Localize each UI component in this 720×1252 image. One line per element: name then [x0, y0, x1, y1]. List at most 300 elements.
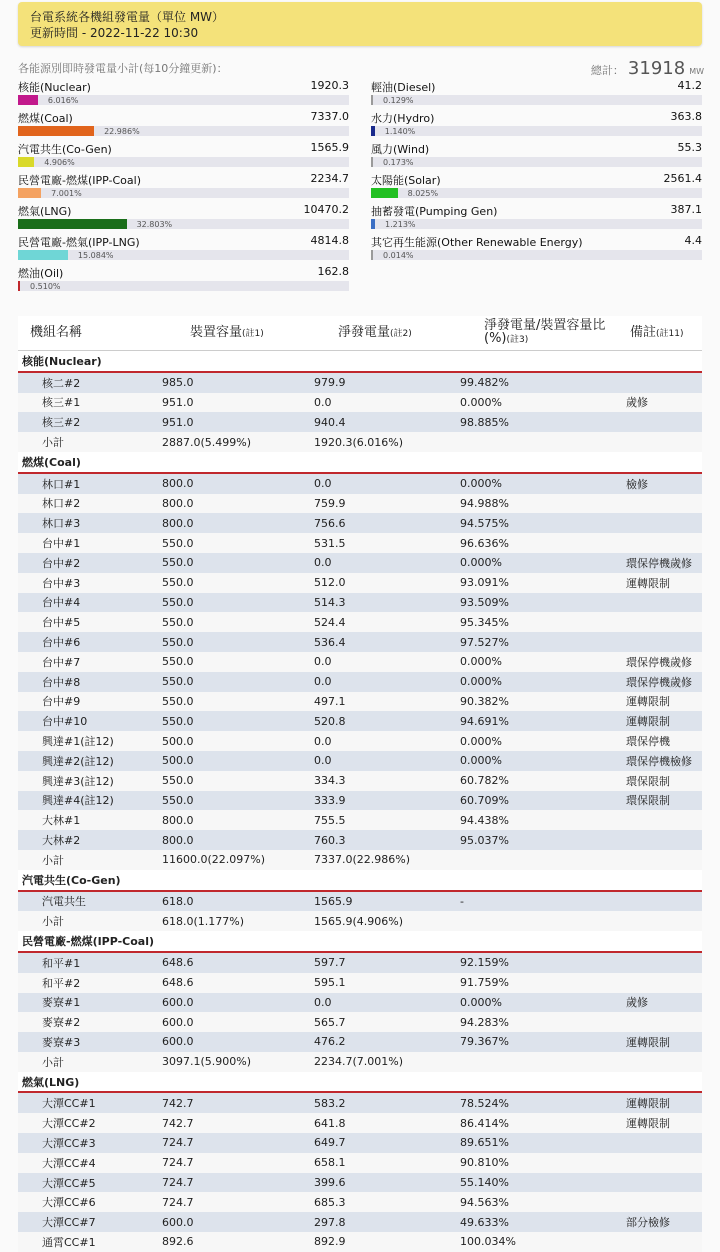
section-header-row — [18, 870, 702, 891]
remark-cell — [626, 1153, 702, 1173]
ratio-cell: 94.438% — [460, 810, 626, 830]
capacity-cell: 951.0 — [162, 412, 314, 432]
ratio-cell: 97.527% — [460, 632, 626, 652]
capacity-cell: 648.6 — [162, 952, 314, 973]
source-item — [18, 79, 349, 110]
net-output-cell: 759.9 — [314, 494, 460, 514]
remark-cell: 環保停機檢修 — [626, 751, 702, 771]
remark-cell — [626, 612, 702, 632]
remark-cell: 部分檢修 — [626, 1212, 702, 1232]
unit-name-cell: 興達#2(註12) — [18, 751, 162, 771]
remark-cell: 環保停機歲修 — [626, 672, 702, 692]
unit-name-cell: 大潭CC#7 — [18, 1212, 162, 1232]
net-output-cell: 0.0 — [314, 993, 460, 1013]
remark-cell: 環保停機 — [626, 731, 702, 751]
table-row — [18, 412, 702, 432]
capacity-cell: 800.0 — [162, 473, 314, 494]
remark-cell — [626, 1052, 702, 1072]
source-name: 燃油(Oil) — [18, 267, 64, 280]
net-output-cell: 2234.7(7.001%) — [314, 1052, 460, 1072]
ratio-cell: 99.482% — [460, 372, 626, 393]
table-row — [18, 652, 702, 672]
source-bar-track — [371, 250, 702, 260]
capacity-cell: 800.0 — [162, 513, 314, 533]
table-row — [18, 1133, 702, 1153]
table-row — [18, 993, 702, 1013]
unit-name-cell: 麥寮#3 — [18, 1032, 162, 1052]
unit-name-cell: 興達#4(註12) — [18, 791, 162, 811]
remark-cell: 檢修 — [626, 473, 702, 494]
net-output-cell: 524.4 — [314, 612, 460, 632]
source-percent: 0.129% — [383, 96, 414, 105]
section-title: 核能(Nuclear) — [18, 351, 702, 372]
section-header-row — [18, 1072, 702, 1093]
source-percent: 7.001% — [51, 189, 82, 198]
source-item — [371, 110, 702, 141]
section-header-row — [18, 931, 702, 952]
unit-name-cell: 小計 — [18, 432, 162, 452]
remark-cell — [626, 1232, 702, 1252]
ratio-cell: 94.988% — [460, 494, 626, 514]
ratio-cell: 90.810% — [460, 1153, 626, 1173]
capacity-cell: 724.7 — [162, 1192, 314, 1212]
source-name: 其它再生能源(Other Renewable Energy) — [371, 236, 583, 249]
net-output-cell: 512.0 — [314, 573, 460, 593]
ratio-cell: 95.037% — [460, 830, 626, 850]
table-row — [18, 672, 702, 692]
remark-cell — [626, 412, 702, 432]
capacity-cell: 800.0 — [162, 830, 314, 850]
capacity-cell: 724.7 — [162, 1133, 314, 1153]
unit-name-cell: 大潭CC#4 — [18, 1153, 162, 1173]
section-title: 燃煤(Coal) — [18, 452, 702, 473]
ratio-cell: 92.159% — [460, 952, 626, 973]
unit-name-cell: 大潭CC#3 — [18, 1133, 162, 1153]
capacity-cell: 951.0 — [162, 393, 314, 413]
table-row — [18, 1012, 702, 1032]
source-bar-fill — [18, 250, 68, 260]
remark-cell: 環保停機歲修 — [626, 553, 702, 573]
unit-name-cell: 大林#2 — [18, 830, 162, 850]
remark-cell — [626, 632, 702, 652]
source-item — [18, 141, 349, 172]
capacity-cell: 618.0(1.177%) — [162, 911, 314, 931]
update-time: 更新時間 - 2022-11-22 10:30 — [30, 26, 199, 40]
table-row — [18, 1173, 702, 1193]
net-output-cell: 760.3 — [314, 830, 460, 850]
source-bar-fill — [18, 188, 41, 198]
capacity-cell: 500.0 — [162, 751, 314, 771]
capacity-cell: 550.0 — [162, 573, 314, 593]
section-header-row — [18, 452, 702, 473]
table-row — [18, 791, 702, 811]
net-output-cell: 7337.0(22.986%) — [314, 850, 460, 870]
col-header-ratio: 淨發電量/裝置容量比(%)(註3) — [460, 316, 626, 351]
unit-name-cell: 台中#5 — [18, 612, 162, 632]
remark-cell: 歲修 — [626, 993, 702, 1013]
unit-name-cell: 汽電共生 — [18, 891, 162, 912]
source-bar-track — [371, 126, 702, 136]
ratio-cell — [460, 911, 626, 931]
source-name: 太陽能(Solar) — [371, 174, 441, 187]
remark-cell — [626, 911, 702, 931]
table-row — [18, 494, 702, 514]
unit-name-cell: 核三#2 — [18, 412, 162, 432]
table-header-row — [18, 316, 702, 351]
capacity-cell: 550.0 — [162, 711, 314, 731]
page-title: 台電系統各機組發電量（單位 MW） — [30, 10, 225, 24]
ratio-cell: 49.633% — [460, 1212, 626, 1232]
capacity-cell: 724.7 — [162, 1173, 314, 1193]
table-row — [18, 1153, 702, 1173]
table-row — [18, 952, 702, 973]
net-output-cell: 1565.9(4.906%) — [314, 911, 460, 931]
unit-name-cell: 台中#3 — [18, 573, 162, 593]
source-bar-fill — [18, 281, 20, 291]
source-bar-track — [18, 250, 349, 260]
net-output-cell: 658.1 — [314, 1153, 460, 1173]
source-name: 風力(Wind) — [371, 143, 430, 156]
net-output-cell: 565.7 — [314, 1012, 460, 1032]
unit-name-cell: 台中#10 — [18, 711, 162, 731]
ratio-cell — [460, 432, 626, 452]
section-title: 燃氣(LNG) — [18, 1072, 702, 1093]
source-percent: 4.906% — [44, 158, 75, 167]
table-row — [18, 810, 702, 830]
source-name: 民營電廠-燃煤(IPP-Coal) — [18, 174, 141, 187]
ratio-cell: 94.691% — [460, 711, 626, 731]
unit-table — [18, 316, 702, 1252]
net-output-cell: 595.1 — [314, 973, 460, 993]
source-name: 汽電共生(Co-Gen) — [18, 143, 112, 156]
ratio-cell: 94.563% — [460, 1192, 626, 1212]
source-item — [18, 265, 349, 296]
unit-name-cell: 通霄CC#1 — [18, 1232, 162, 1252]
total-display — [591, 58, 704, 79]
page-header — [18, 2, 702, 46]
net-output-cell: 685.3 — [314, 1192, 460, 1212]
source-name: 核能(Nuclear) — [18, 81, 91, 94]
ratio-cell: 60.709% — [460, 791, 626, 811]
ratio-cell: 0.000% — [460, 993, 626, 1013]
net-output-cell: 0.0 — [314, 751, 460, 771]
col-header-net: 淨發電量(註2) — [314, 316, 460, 351]
table-row — [18, 1092, 702, 1113]
source-value: 10470.2 — [303, 203, 349, 216]
subtotal-row — [18, 1052, 702, 1072]
capacity-cell: 600.0 — [162, 1032, 314, 1052]
section-header-row — [18, 351, 702, 372]
remark-cell: 運轉限制 — [626, 711, 702, 731]
capacity-cell: 550.0 — [162, 672, 314, 692]
col-header-remark: 備註(註11) — [626, 316, 702, 351]
table-row — [18, 711, 702, 731]
ratio-cell — [460, 850, 626, 870]
net-output-cell: 0.0 — [314, 731, 460, 751]
net-output-cell: 755.5 — [314, 810, 460, 830]
source-bar-fill — [18, 157, 34, 167]
unit-name-cell: 台中#9 — [18, 692, 162, 712]
source-name: 民營電廠-燃氣(IPP-LNG) — [18, 236, 140, 249]
ratio-cell: 0.000% — [460, 751, 626, 771]
capacity-cell: 550.0 — [162, 533, 314, 553]
remark-cell — [626, 830, 702, 850]
capacity-cell: 550.0 — [162, 632, 314, 652]
table-row — [18, 473, 702, 494]
ratio-cell: 100.034% — [460, 1232, 626, 1252]
remark-cell: 運轉限制 — [626, 1092, 702, 1113]
net-output-cell: 892.9 — [314, 1232, 460, 1252]
source-percent: 8.025% — [407, 189, 439, 198]
source-percent: 1.140% — [384, 127, 416, 136]
source-value: 2234.7 — [310, 172, 349, 185]
table-row — [18, 612, 702, 632]
source-item — [371, 203, 702, 234]
col-header-capacity: 裝置容量(註1) — [162, 316, 314, 351]
source-bar-track — [18, 219, 349, 229]
ratio-cell: 0.000% — [460, 393, 626, 413]
source-item — [18, 110, 349, 141]
capacity-cell: 618.0 — [162, 891, 314, 912]
remark-cell: 環保停機歲修 — [626, 652, 702, 672]
capacity-cell: 550.0 — [162, 791, 314, 811]
net-output-cell: 649.7 — [314, 1133, 460, 1153]
ratio-cell: 93.091% — [460, 573, 626, 593]
source-bar-track — [18, 281, 349, 291]
ratio-cell: 0.000% — [460, 553, 626, 573]
net-output-cell: 1565.9 — [314, 891, 460, 912]
unit-name-cell: 小計 — [18, 850, 162, 870]
capacity-cell: 550.0 — [162, 593, 314, 613]
ratio-cell: 89.651% — [460, 1133, 626, 1153]
table-row — [18, 1212, 702, 1232]
total-label: 總計： — [590, 64, 624, 77]
unit-name-cell: 台中#6 — [18, 632, 162, 652]
unit-name-cell: 台中#7 — [18, 652, 162, 672]
source-percent: 0.014% — [383, 251, 414, 260]
ratio-cell: 79.367% — [460, 1032, 626, 1052]
unit-name-cell: 大林#1 — [18, 810, 162, 830]
capacity-cell: 3097.1(5.900%) — [162, 1052, 314, 1072]
remark-cell — [626, 593, 702, 613]
summary-subtitle: 各能源別即時發電量小計(每10分鐘更新)： — [18, 62, 228, 75]
capacity-cell: 742.7 — [162, 1113, 314, 1133]
total-unit: MW — [689, 67, 704, 76]
unit-name-cell: 小計 — [18, 1052, 162, 1072]
source-value: 387.1 — [670, 203, 702, 216]
source-value: 4814.8 — [310, 234, 349, 247]
remark-cell: 運轉限制 — [626, 1032, 702, 1052]
subtotal-row — [18, 850, 702, 870]
capacity-cell: 500.0 — [162, 731, 314, 751]
unit-name-cell: 麥寮#2 — [18, 1012, 162, 1032]
net-output-cell: 536.4 — [314, 632, 460, 652]
source-bar-fill — [371, 157, 373, 167]
source-value: 363.8 — [670, 110, 702, 123]
source-item — [371, 141, 702, 172]
unit-name-cell: 台中#8 — [18, 672, 162, 692]
source-item — [18, 172, 349, 203]
capacity-cell: 600.0 — [162, 993, 314, 1013]
source-item — [18, 234, 349, 265]
unit-name-cell: 大潭CC#2 — [18, 1113, 162, 1133]
unit-name-cell: 林口#1 — [18, 473, 162, 494]
source-value: 162.8 — [317, 265, 349, 278]
net-output-cell: 531.5 — [314, 533, 460, 553]
net-output-cell: 514.3 — [314, 593, 460, 613]
ratio-cell: - — [460, 891, 626, 912]
capacity-cell: 648.6 — [162, 973, 314, 993]
ratio-cell: 86.414% — [460, 1113, 626, 1133]
table-row — [18, 973, 702, 993]
net-output-cell: 641.8 — [314, 1113, 460, 1133]
source-bar-fill — [371, 126, 375, 136]
table-row — [18, 632, 702, 652]
source-percent: 0.173% — [383, 158, 414, 167]
source-item — [371, 172, 702, 203]
source-name: 抽蓄發電(Pumping Gen) — [371, 205, 498, 218]
source-bar-fill — [371, 219, 375, 229]
table-row — [18, 553, 702, 573]
table-row — [18, 1192, 702, 1212]
source-bar-track — [371, 157, 702, 167]
remark-cell — [626, 1012, 702, 1032]
net-output-cell: 476.2 — [314, 1032, 460, 1052]
source-value: 4.4 — [684, 234, 702, 247]
net-output-cell: 940.4 — [314, 412, 460, 432]
unit-name-cell: 台中#1 — [18, 533, 162, 553]
capacity-cell: 550.0 — [162, 692, 314, 712]
table-row — [18, 1232, 702, 1252]
source-bar-fill — [371, 188, 398, 198]
unit-name-cell: 和平#2 — [18, 973, 162, 993]
net-output-cell: 0.0 — [314, 652, 460, 672]
remark-cell: 運轉限制 — [626, 1113, 702, 1133]
source-value: 1920.3 — [310, 79, 349, 92]
source-item — [18, 203, 349, 234]
source-name: 水力(Hydro) — [371, 112, 435, 125]
table-row — [18, 573, 702, 593]
source-percent: 32.803% — [136, 220, 173, 229]
remark-cell — [626, 533, 702, 553]
source-item — [371, 234, 702, 265]
remark-cell — [626, 891, 702, 912]
source-percent: 22.986% — [104, 127, 140, 136]
ratio-cell: 60.782% — [460, 771, 626, 791]
source-bar-fill — [18, 95, 38, 105]
net-output-cell: 597.7 — [314, 952, 460, 973]
source-value: 2561.4 — [663, 172, 702, 185]
net-output-cell: 0.0 — [314, 553, 460, 573]
unit-name-cell: 台中#2 — [18, 553, 162, 573]
remark-cell: 環保限制 — [626, 791, 702, 811]
table-row — [18, 731, 702, 751]
remark-cell: 歲修 — [626, 393, 702, 413]
capacity-cell: 550.0 — [162, 553, 314, 573]
net-output-cell: 399.6 — [314, 1173, 460, 1193]
table-row — [18, 692, 702, 712]
capacity-cell: 550.0 — [162, 652, 314, 672]
unit-name-cell: 核三#1 — [18, 393, 162, 413]
ratio-cell: 94.283% — [460, 1012, 626, 1032]
subtotal-row — [18, 432, 702, 452]
net-output-cell: 0.0 — [314, 473, 460, 494]
source-value: 7337.0 — [310, 110, 349, 123]
capacity-cell: 550.0 — [162, 771, 314, 791]
capacity-cell: 11600.0(22.097%) — [162, 850, 314, 870]
remark-cell — [626, 810, 702, 830]
ratio-cell: 98.885% — [460, 412, 626, 432]
table-row — [18, 533, 702, 553]
remark-cell — [626, 432, 702, 452]
ratio-cell: 0.000% — [460, 652, 626, 672]
ratio-cell: 55.140% — [460, 1173, 626, 1193]
source-bar-fill — [371, 250, 373, 260]
ratio-cell: 95.345% — [460, 612, 626, 632]
unit-name-cell: 大潭CC#1 — [18, 1092, 162, 1113]
table-row — [18, 830, 702, 850]
capacity-cell: 2887.0(5.499%) — [162, 432, 314, 452]
source-name: 燃氣(LNG) — [18, 205, 72, 218]
unit-name-cell: 麥寮#1 — [18, 993, 162, 1013]
source-bar-fill — [371, 95, 373, 105]
unit-name-cell: 林口#2 — [18, 494, 162, 514]
remark-cell — [626, 952, 702, 973]
col-header-name: 機組名稱 — [18, 316, 162, 351]
ratio-cell: 90.382% — [460, 692, 626, 712]
source-bar-fill — [18, 219, 127, 229]
net-output-cell: 0.0 — [314, 672, 460, 692]
subtotal-row — [18, 911, 702, 931]
unit-name-cell: 興達#1(註12) — [18, 731, 162, 751]
table-body — [18, 351, 702, 1252]
ratio-cell: 91.759% — [460, 973, 626, 993]
net-output-cell: 1920.3(6.016%) — [314, 432, 460, 452]
net-output-cell: 520.8 — [314, 711, 460, 731]
unit-name-cell: 大潭CC#5 — [18, 1173, 162, 1193]
remark-cell: 運轉限制 — [626, 573, 702, 593]
source-bar-track — [371, 95, 702, 105]
ratio-cell: 78.524% — [460, 1092, 626, 1113]
net-output-cell: 334.3 — [314, 771, 460, 791]
capacity-cell: 800.0 — [162, 810, 314, 830]
table-row — [18, 393, 702, 413]
capacity-cell: 600.0 — [162, 1212, 314, 1232]
net-output-cell: 583.2 — [314, 1092, 460, 1113]
unit-name-cell: 林口#3 — [18, 513, 162, 533]
unit-name-cell: 台中#4 — [18, 593, 162, 613]
remark-cell: 運轉限制 — [626, 692, 702, 712]
net-output-cell: 497.1 — [314, 692, 460, 712]
source-bar-track — [371, 219, 702, 229]
source-name: 輕油(Diesel) — [371, 81, 436, 94]
net-output-cell: 0.0 — [314, 393, 460, 413]
net-output-cell: 333.9 — [314, 791, 460, 811]
table-row — [18, 372, 702, 393]
source-value: 1565.9 — [310, 141, 349, 154]
ratio-cell: 0.000% — [460, 672, 626, 692]
remark-cell — [626, 1192, 702, 1212]
source-percent: 15.084% — [77, 251, 114, 260]
unit-name-cell: 小計 — [18, 911, 162, 931]
source-item — [371, 79, 702, 110]
net-output-cell: 756.6 — [314, 513, 460, 533]
source-value: 41.2 — [677, 79, 702, 92]
ratio-cell: 93.509% — [460, 593, 626, 613]
source-bar-track — [18, 126, 349, 136]
capacity-cell: 985.0 — [162, 372, 314, 393]
capacity-cell: 724.7 — [162, 1153, 314, 1173]
